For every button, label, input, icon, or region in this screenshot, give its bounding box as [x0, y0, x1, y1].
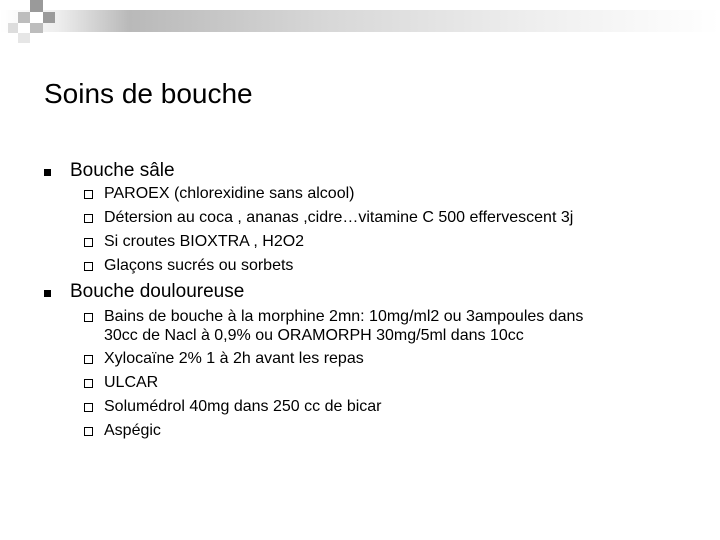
list-item: Aspégic — [104, 422, 161, 439]
checkbox-bullet-icon — [84, 355, 93, 364]
checkbox-bullet-icon — [84, 313, 93, 322]
list-item: Solumédrol 40mg dans 250 cc de bicar — [104, 398, 382, 415]
checkbox-bullet-icon — [84, 427, 93, 436]
list-item: Si croutes BIOXTRA , H2O2 — [104, 233, 305, 250]
slide-title: Soins de bouche — [44, 78, 253, 109]
checkbox-bullet-icon — [84, 403, 93, 412]
list-item: Glaçons sucrés ou sorbets — [104, 257, 294, 274]
list-item: Bains de bouche à la morphine 2mn: 10mg/ml2 ou 3ampoules dans — [104, 308, 584, 325]
checkbox-bullet-icon — [84, 262, 93, 271]
checkbox-bullet-icon — [84, 379, 93, 388]
section-heading: Bouche douloureuse — [70, 281, 245, 302]
list-item-continuation: 30cc de Nacl à 0,9% ou ORAMORPH 30mg/5ml dans 10cc — [104, 327, 524, 344]
list-item: Xylocaïne 2% 1 à 2h avant les repas — [104, 350, 364, 367]
list-item: ULCAR — [104, 374, 159, 391]
checkbox-bullet-icon — [84, 238, 93, 247]
square-bullet-icon — [44, 169, 51, 176]
section-heading: Bouche sâle — [70, 160, 175, 181]
list-item: PAROEX (chlorexidine sans alcool) — [104, 185, 355, 202]
square-bullet-icon — [44, 290, 51, 297]
list-item: Détersion au coca , ananas ,cidre…vitamine C 500 effervescent 3j — [104, 209, 574, 226]
checkbox-bullet-icon — [84, 214, 93, 223]
checkbox-bullet-icon — [84, 190, 93, 199]
